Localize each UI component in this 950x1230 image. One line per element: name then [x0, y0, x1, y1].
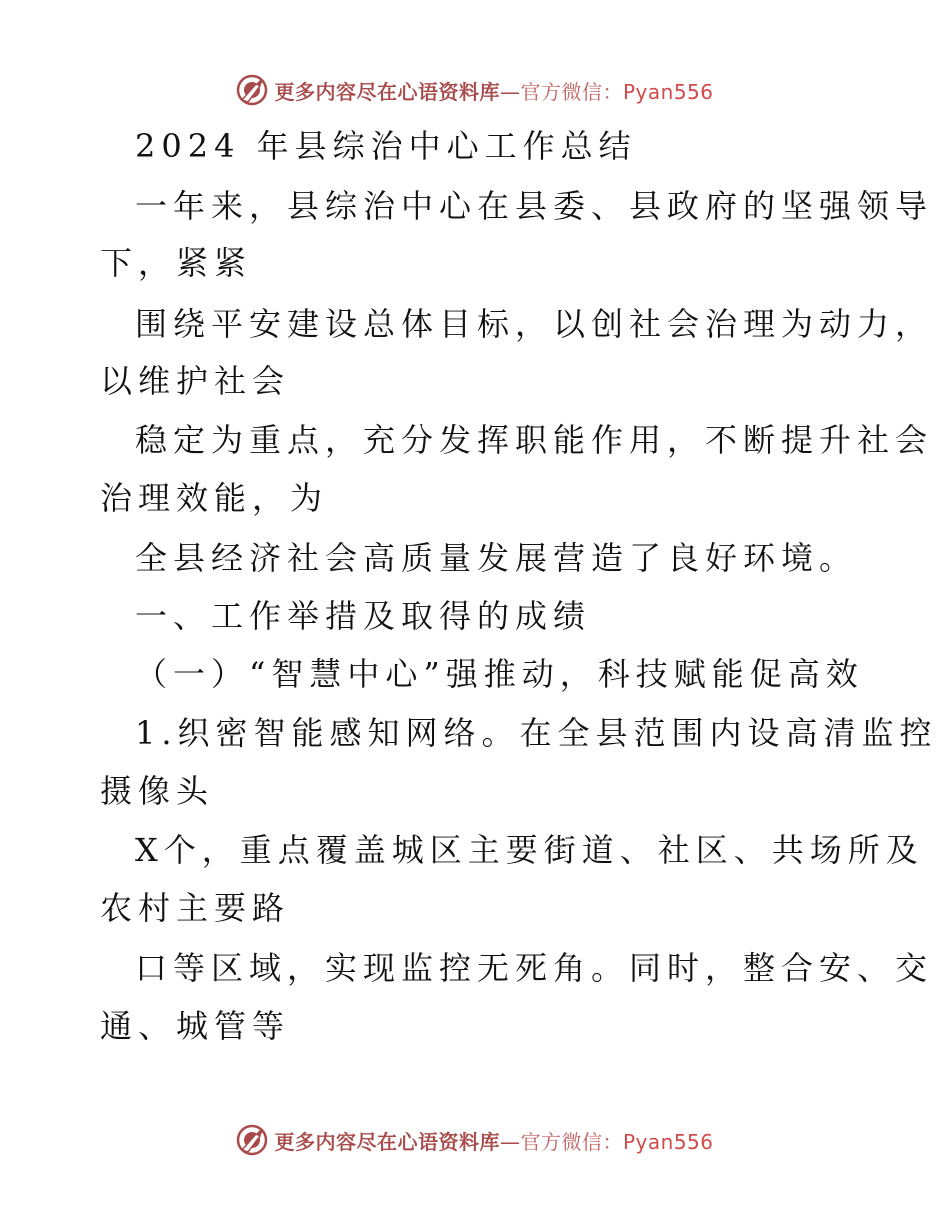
subsection-heading: （一）“智慧中心”强推动，科技赋能促高效 — [135, 655, 864, 693]
paragraph-line: 稳定为重点，充分发挥职能作用，不断提升社会 — [135, 421, 934, 459]
paragraph-line: 摄像头 — [100, 772, 215, 810]
watermark-wechat-id: Pyan556 — [622, 79, 714, 104]
paragraph-line: 下，紧紧 — [100, 244, 253, 282]
paragraph-line: 全县经济社会高质量发展营造了良好环境。 — [135, 539, 858, 577]
paragraph-line: 1.织密智能感知网络。在全县范围内设高清监控 — [135, 714, 938, 752]
pen-logo-icon — [236, 1124, 268, 1156]
paragraph-line: 一年来，县综治中心在县委、县政府的坚强领导 — [135, 187, 934, 225]
paragraph-line: 治理效能，为 — [100, 479, 329, 517]
paragraph-line: 农村主要路 — [100, 889, 291, 927]
watermark-wechat-id: Pyan556 — [622, 1129, 714, 1154]
watermark-text — [274, 1126, 713, 1155]
watermark-banner-bottom — [0, 1120, 950, 1160]
section-heading: 一、工作举措及取得的成绩 — [135, 597, 592, 635]
watermark-banner-top — [0, 70, 950, 110]
pen-logo-icon — [236, 74, 268, 106]
paragraph-line: 以维护社会 — [100, 362, 291, 400]
watermark-wechat-label: 官方微信： — [520, 1129, 623, 1154]
watermark-main-text: 更多内容尽在心语资料库 — [274, 79, 500, 104]
watermark-wechat-label: 官方微信： — [520, 79, 623, 104]
watermark-dash: — — [499, 79, 521, 104]
paragraph-line: 通、城管等 — [100, 1007, 291, 1045]
paragraph-line: 围绕平安建设总体目标，以创社会治理为动力， — [135, 305, 934, 343]
watermark-text — [274, 76, 713, 105]
paragraph-line: X个，重点覆盖城区主要街道、社区、共场所及 — [135, 831, 924, 869]
watermark-main-text: 更多内容尽在心语资料库 — [274, 1129, 500, 1154]
watermark-dash: — — [499, 1129, 521, 1154]
paragraph-line: 口等区域，实现监控无死角。同时，整合安、交 — [135, 949, 934, 987]
document-title: 2024 年县综治中心工作总结 — [135, 127, 637, 165]
